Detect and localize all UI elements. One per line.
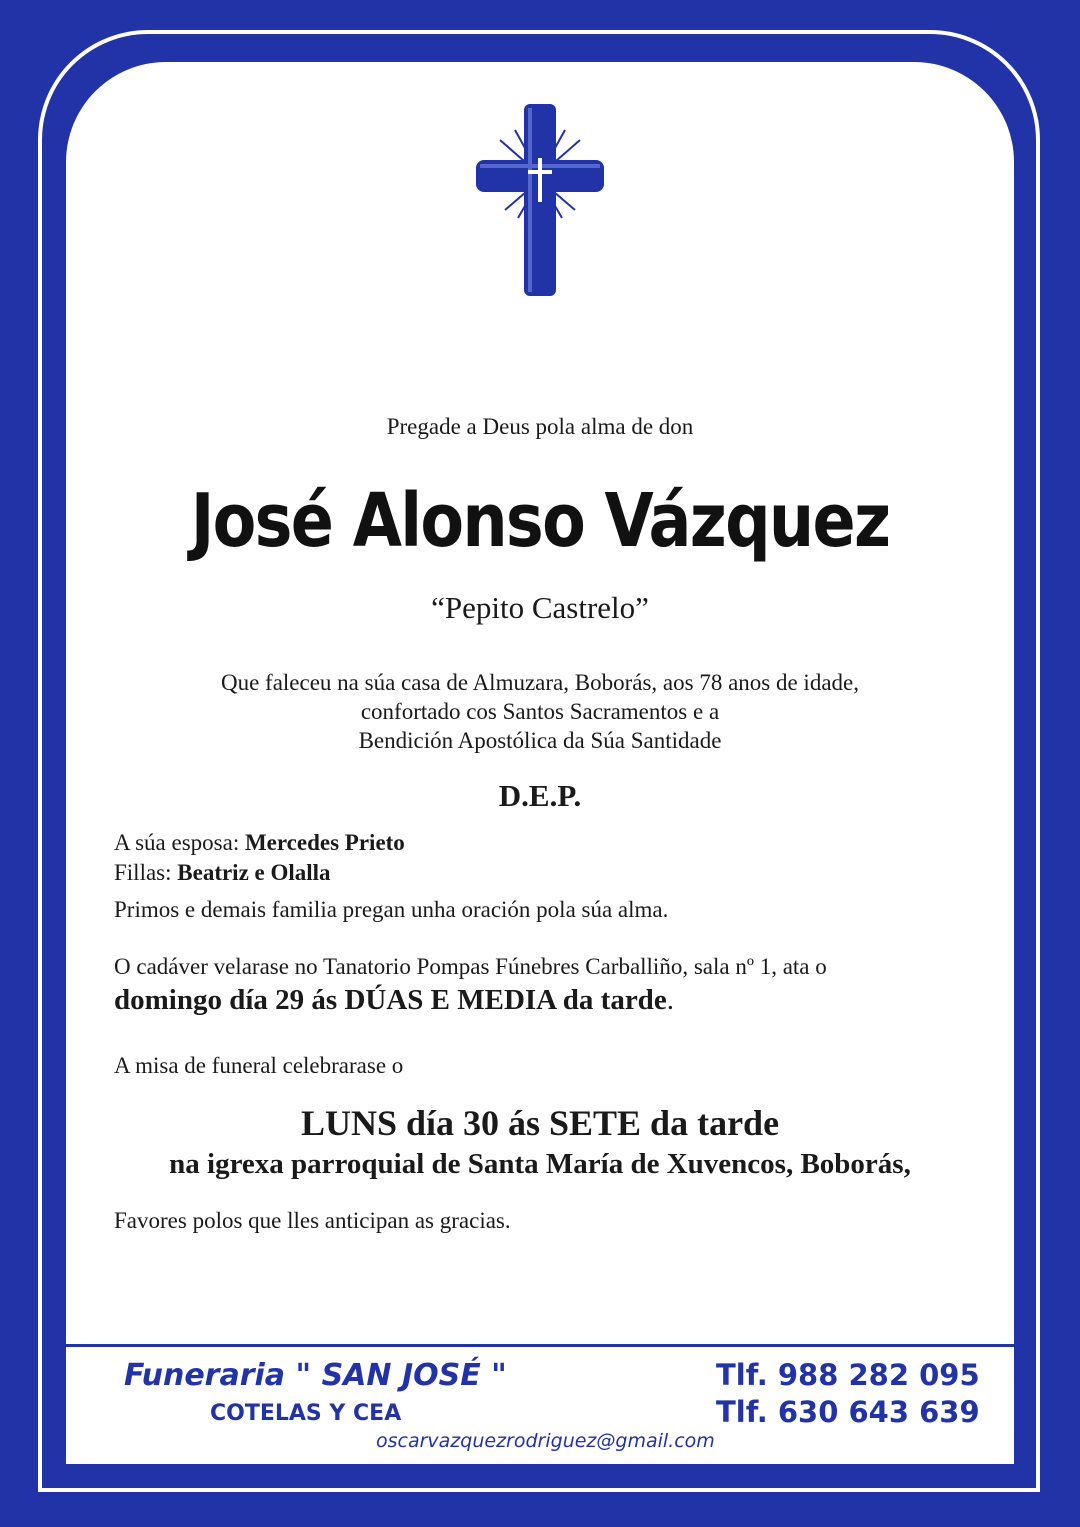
death-details-line: confortado cos Santos Sacramentos e a bbox=[360, 699, 720, 724]
spouse-line bbox=[114, 828, 405, 858]
wake-time-period: . bbox=[666, 984, 674, 1016]
death-details-line: Bendición Apostólica da Súa Santidade bbox=[358, 728, 722, 753]
mass-time: LUNS día 30 ás SETE da tarde bbox=[300, 1103, 780, 1143]
church-line: na igrexa parroquial de Santa María de Xuvencos, Boborás, bbox=[169, 1148, 911, 1180]
footer-divider bbox=[66, 1344, 1014, 1347]
spouse-name: Mercedes Prieto bbox=[244, 830, 405, 855]
deceased-name: José Alonso Vázquez bbox=[190, 478, 890, 564]
death-details bbox=[0, 668, 1080, 755]
death-details-line: Que faleceu na súa casa de Almuzara, Boborás, aos 78 anos de idade, bbox=[220, 670, 859, 695]
daughters-label: Fillas: bbox=[114, 860, 178, 885]
mass-intro: A misa de funeral celebrarase o bbox=[114, 1053, 404, 1078]
wake-line: O cadáver velarase no Tanatorio Pompas Fúnebres Carballiño, sala nº 1, ata o bbox=[114, 954, 827, 979]
thanks-line: Favores polos que lles anticipan as gracias. bbox=[114, 1208, 511, 1233]
pray-line: Pregade a Deus pola alma de don bbox=[386, 414, 694, 439]
spouse-label: A súa esposa: bbox=[114, 830, 245, 855]
daughters-names: Beatriz e Olalla bbox=[177, 860, 331, 885]
family-list bbox=[114, 828, 405, 888]
funeral-home-name: Funeraria " SAN JOSÉ " bbox=[124, 1358, 507, 1393]
email-address: oscarvazquezrodriguez@gmail.com bbox=[376, 1430, 715, 1452]
phone-2: Tlf. 630 643 639 bbox=[716, 1395, 980, 1429]
phone-1: Tlf. 988 282 095 bbox=[716, 1358, 980, 1392]
wake-time-text: domingo día 29 ás DÚAS E MEDIA da tarde bbox=[114, 984, 667, 1016]
daughters-line bbox=[114, 858, 405, 888]
wake-time bbox=[114, 984, 674, 1017]
cross-with-rays-icon bbox=[470, 100, 610, 300]
relatives-line: Primos e demais familia pregan unha oración pola súa alma. bbox=[114, 897, 669, 922]
funeral-home-location: COTELAS Y CEA bbox=[210, 1401, 402, 1426]
nickname: “Pepito Castrelo” bbox=[431, 590, 649, 625]
dep-heading: D.E.P. bbox=[498, 778, 582, 813]
